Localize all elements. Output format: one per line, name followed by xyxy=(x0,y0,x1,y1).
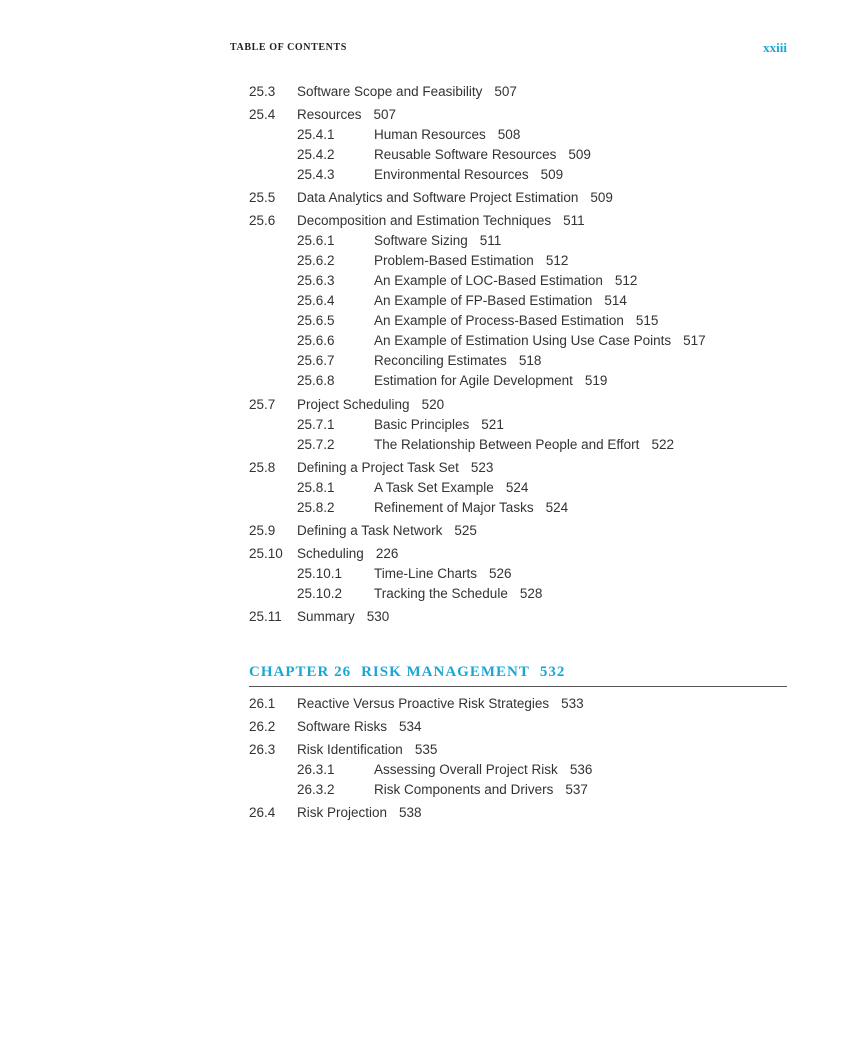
toc-entry-number: 25.6 xyxy=(249,213,276,228)
toc-entry-title: Risk Identification xyxy=(297,742,403,757)
toc-entry-page: 524 xyxy=(505,480,529,495)
toc-entry-page: 512 xyxy=(545,253,569,268)
toc-entry-number: 25.7.1 xyxy=(297,417,335,432)
toc-entry-title: Decomposition and Estimation Techniques xyxy=(297,213,552,228)
toc-entry-number: 26.3 xyxy=(249,742,276,757)
toc-entry-title: Assessing Overall Project Risk xyxy=(374,762,558,777)
toc-entry-page: 514 xyxy=(604,293,627,308)
toc-entry-number: 25.4.2 xyxy=(297,147,335,162)
toc-entry-title: Human Resources xyxy=(374,127,486,142)
toc-entry-title: Problem-Based Estimation xyxy=(374,253,534,268)
toc-entry-page: 509 xyxy=(568,147,591,162)
toc-entry-number: 26.3.1 xyxy=(297,762,335,777)
toc-entry-title: Resources xyxy=(297,107,362,122)
toc-entry-title: Tracking the Schedule xyxy=(374,586,508,601)
toc-entry-title: Risk Components and Drivers xyxy=(374,782,554,797)
toc-entry-page: 507 xyxy=(373,107,397,122)
toc-entry-number: 25.3 xyxy=(249,84,276,99)
toc-entry-title: An Example of LOC-Based Estimation xyxy=(374,273,603,288)
toc-entry-page: 511 xyxy=(563,213,585,228)
toc-entry-page: 530 xyxy=(366,609,390,624)
toc-entry-page: 511 xyxy=(479,233,502,248)
chapter-page: 532 xyxy=(539,664,566,680)
toc-entry-number: 25.6.3 xyxy=(297,273,335,288)
toc-entry-number: 25.7.2 xyxy=(297,437,335,452)
toc-entry-number: 26.1 xyxy=(249,696,276,711)
toc-entry-title: Reconciling Estimates xyxy=(374,353,507,368)
toc-entry-page: 534 xyxy=(399,719,422,734)
toc-entry-title: Refinement of Major Tasks xyxy=(374,500,534,515)
toc-entry-number: 25.9 xyxy=(249,523,276,538)
toc-entry-number: 26.2 xyxy=(249,719,276,734)
toc-entry-title: Scheduling xyxy=(297,546,364,561)
toc-entry-number: 25.4.3 xyxy=(297,167,335,182)
toc-entry-number: 25.6.6 xyxy=(297,333,335,348)
toc-entry-number: 25.5 xyxy=(249,190,276,205)
toc-entry-title: A Task Set Example xyxy=(374,480,494,495)
toc-entry-title: Basic Principles xyxy=(374,417,470,432)
toc-entry-title: Estimation for Agile Development xyxy=(374,373,573,388)
chapter-heading[interactable] xyxy=(249,664,787,687)
toc-entry-page: 509 xyxy=(540,167,564,182)
toc-entry-title: Summary xyxy=(297,609,355,624)
toc-entry-title: Time-Line Charts xyxy=(374,566,478,581)
toc-entry-page: 533 xyxy=(561,696,584,711)
toc-entry-page: 535 xyxy=(414,742,438,757)
toc-entry-number: 25.4 xyxy=(249,107,276,122)
toc-entry-page: 525 xyxy=(454,523,477,538)
toc-entry-number: 25.10.2 xyxy=(297,586,343,601)
toc-entry-page: 508 xyxy=(497,127,521,142)
toc-entry-number: 26.4 xyxy=(249,805,276,820)
toc-entry-page: 538 xyxy=(399,805,422,820)
toc-entry-title: Environmental Resources xyxy=(374,167,529,182)
running-head xyxy=(230,42,787,58)
toc-entry-title: Risk Projection xyxy=(297,805,388,820)
toc-entry-page: 519 xyxy=(584,373,608,388)
toc-entry-title: An Example of Process-Based Estimation xyxy=(374,313,624,328)
toc-entry-title: Data Analytics and Software Project Estimation xyxy=(297,190,579,205)
toc-entry-number: 25.10.1 xyxy=(297,566,343,581)
toc-entry-page: 536 xyxy=(569,762,593,777)
toc-entry-number: 25.8.2 xyxy=(297,500,335,515)
toc-entry-number: 25.6.7 xyxy=(297,353,335,368)
toc-entry-title: An Example of Estimation Using Use Case Points xyxy=(374,333,672,348)
toc-entry-number: 25.6.2 xyxy=(297,253,335,268)
toc-entry-number: 25.4.1 xyxy=(297,127,335,142)
toc-entry-title: Software Sizing xyxy=(374,233,468,248)
toc-entry-title: The Relationship Between People and Effort xyxy=(374,437,640,452)
toc-entry-title: Project Scheduling xyxy=(297,397,410,412)
toc-entry-page: 520 xyxy=(421,397,445,412)
toc-entry-page: 507 xyxy=(494,84,517,99)
toc-entry-title: An Example of FP-Based Estimation xyxy=(374,293,593,308)
toc-entry-page: 518 xyxy=(518,353,542,368)
toc-entry-title: Reactive Versus Proactive Risk Strategies xyxy=(297,696,550,711)
toc-entry-page: 521 xyxy=(481,417,504,432)
toc-entry-number: 25.6.8 xyxy=(297,373,335,388)
toc-entry-page: 522 xyxy=(651,437,674,452)
toc-entry-number: 25.6.4 xyxy=(297,293,335,308)
toc-entry-page: 515 xyxy=(635,313,659,328)
toc-entry-number: 25.11 xyxy=(249,609,282,624)
toc-entry-page: 509 xyxy=(590,190,613,205)
toc-entry-number: 25.6.5 xyxy=(297,313,335,328)
toc-entry-number: 25.6.1 xyxy=(297,233,335,248)
toc-entry-page: 517 xyxy=(683,333,706,348)
toc-entry-number: 25.7 xyxy=(249,397,276,412)
toc-entry-page: 523 xyxy=(470,460,494,475)
running-head-title: TABLE OF CONTENTS xyxy=(230,42,347,53)
toc-entry-number: 25.8.1 xyxy=(297,480,335,495)
toc-entry-title: Reusable Software Resources xyxy=(374,147,557,162)
toc-entry-number: 26.3.2 xyxy=(297,782,335,797)
toc-entry-page: 526 xyxy=(489,566,512,581)
chapter-title-line xyxy=(249,664,787,681)
toc-entry-title: Software Scope and Feasibility xyxy=(297,84,483,99)
toc-entry-title: Software Risks xyxy=(297,719,388,734)
toc-entry-title: Defining a Task Network xyxy=(297,523,443,538)
toc-entry-page: 528 xyxy=(519,586,543,601)
chapter-title: RISK MANAGEMENT xyxy=(361,664,530,680)
chapter-label: CHAPTER 26 xyxy=(249,664,352,680)
toc-entry-title: Defining a Project Task Set xyxy=(297,460,459,475)
toc-entry-page: 512 xyxy=(614,273,638,288)
page-number: xxiii xyxy=(763,40,787,55)
toc-entry-page: 537 xyxy=(565,782,588,797)
toc-entry-number: 25.8 xyxy=(249,460,276,475)
toc-entry-number: 25.10 xyxy=(249,546,283,561)
toc-entry-page: 226 xyxy=(375,546,399,561)
toc-entry-page: 524 xyxy=(545,500,569,515)
